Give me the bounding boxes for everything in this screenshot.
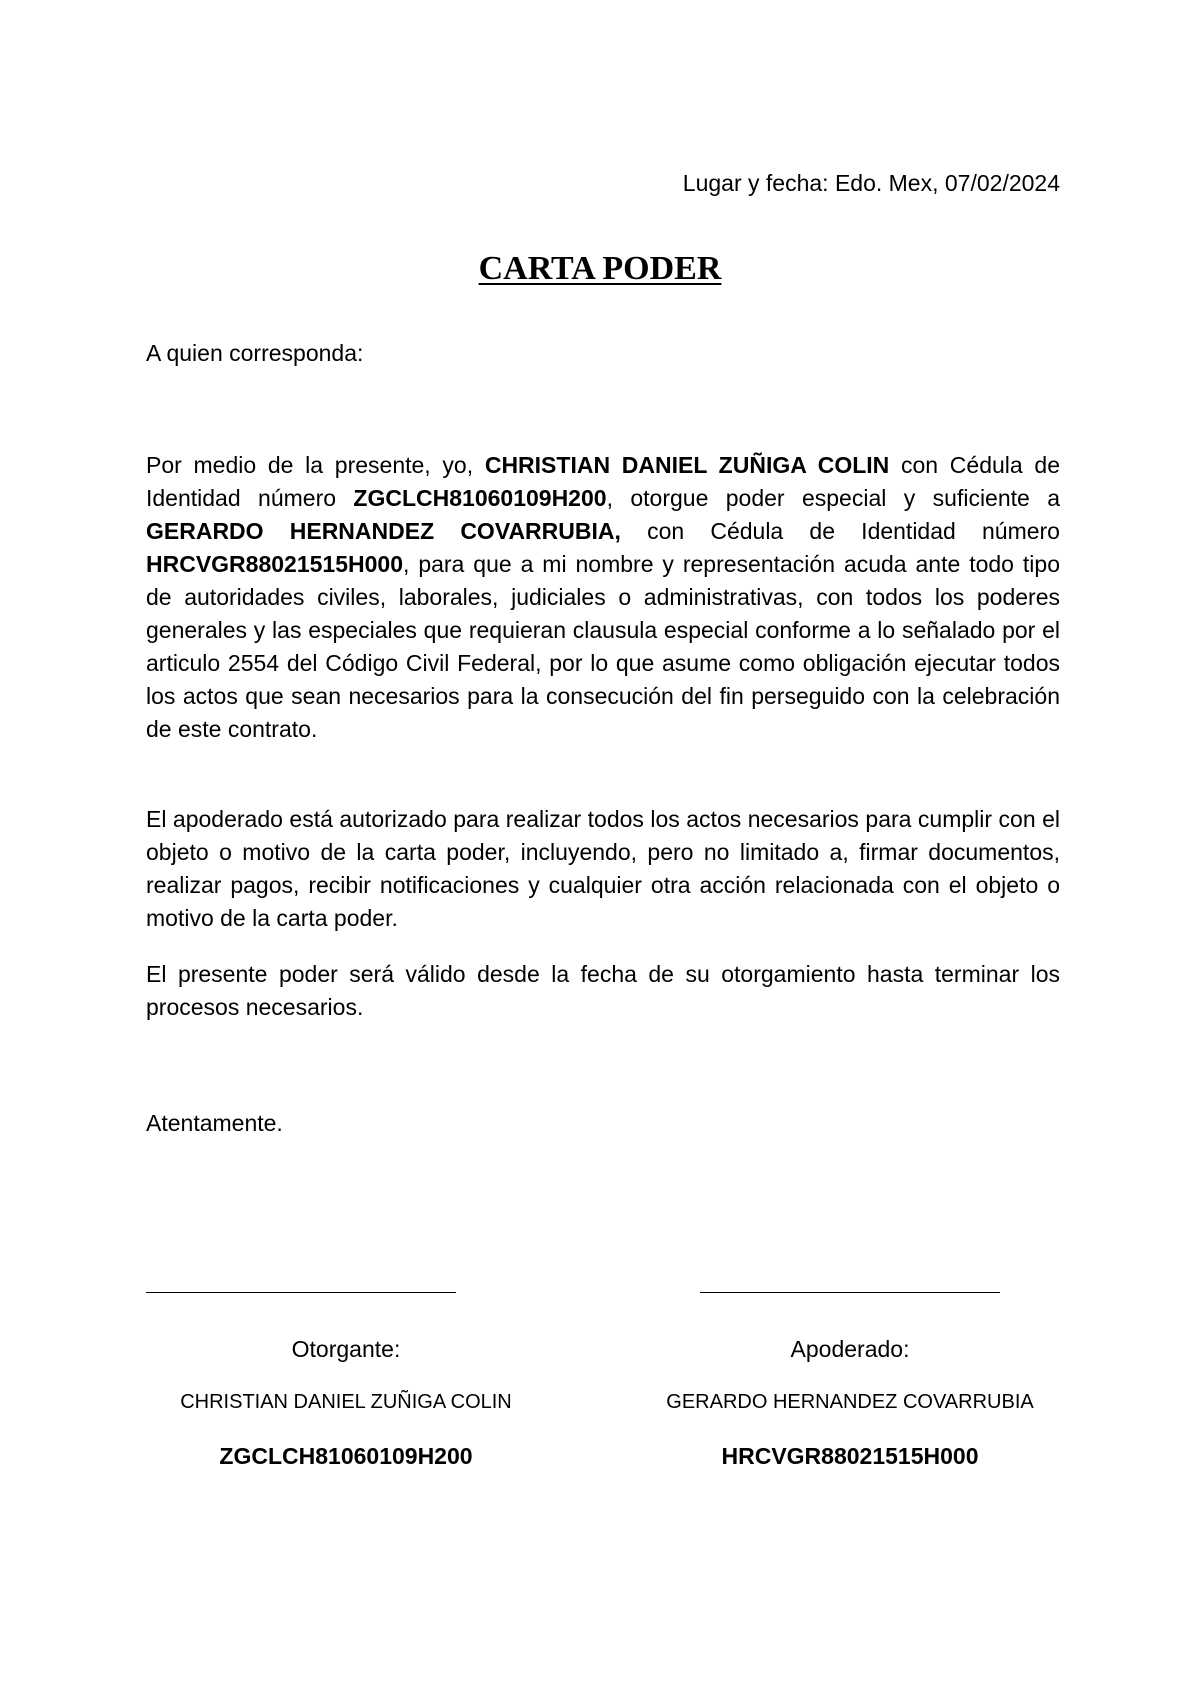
grantor-id: ZGCLCH81060109H200 xyxy=(219,1443,473,1469)
attorney-signature-line xyxy=(700,1292,1000,1293)
grantor-id-inline: ZGCLCH81060109H200 xyxy=(353,485,607,511)
salutation: A quien corresponda: xyxy=(146,340,364,366)
grantor-name: CHRISTIAN DANIEL ZUÑIGA COLIN xyxy=(180,1391,512,1413)
attorney-name-inline: GERARDO HERNANDEZ COVARRUBIA, xyxy=(146,518,621,544)
grantor-role-label: Otorgante: xyxy=(291,1336,401,1362)
paragraph1-text-4: con Cédula de Identidad número xyxy=(620,518,1060,544)
attorney-id-inline: HRCVGR88021515H000 xyxy=(146,551,403,577)
paragraph1-text-3: , otorgue poder especial y suficiente a xyxy=(606,485,1061,511)
paragraph-grant-of-power xyxy=(146,449,1060,746)
closing: Atentamente. xyxy=(146,1110,283,1136)
attorney-role-label: Apoderado: xyxy=(790,1336,910,1362)
grantor-name-inline: CHRISTIAN DANIEL ZUÑIGA COLIN xyxy=(484,452,890,478)
paragraph1-text-5: , para que a mi nombre y representación acuda ante todo tipo de autoridades civiles, laborales, judiciales o administrativas, con todos los poderes generales y las especiales que requieran clausula especial conforme a lo señalado por el articulo 2554 del Código Civil Federal, por lo que asume como obligación ejecutar todos los actos que sean necesarios para la consecución del fin perseguido con la celebración de este contrato. xyxy=(146,551,1060,742)
paragraph-validity: El presente poder será válido desde la fecha de su otorgamiento hasta terminar los procesos necesarios. xyxy=(146,961,1060,1020)
attorney-id: HRCVGR88021515H000 xyxy=(721,1443,979,1469)
grantor-signature-line xyxy=(146,1292,456,1293)
paragraph-authorization-scope: El apoderado está autorizado para realizar todos los actos necesarios para cumplir con el objeto o motivo de la carta poder, incluyendo, pero no limitado a, firmar documentos, realizar pagos, recibir notificaciones y cualquier otra acción relacionada con el objeto o motivo de la carta poder. xyxy=(146,806,1060,931)
attorney-name: GERARDO HERNANDEZ COVARRUBIA xyxy=(666,1391,1034,1413)
paragraph1-text-2: con Cédula de Identidad número xyxy=(146,452,1060,511)
document-title: CARTA PODER xyxy=(478,250,722,287)
place-and-date: Lugar y fecha: Edo. Mex, 07/02/2024 xyxy=(682,170,1060,196)
paragraph1-text-1: Por medio de la presente, yo, xyxy=(146,452,485,478)
